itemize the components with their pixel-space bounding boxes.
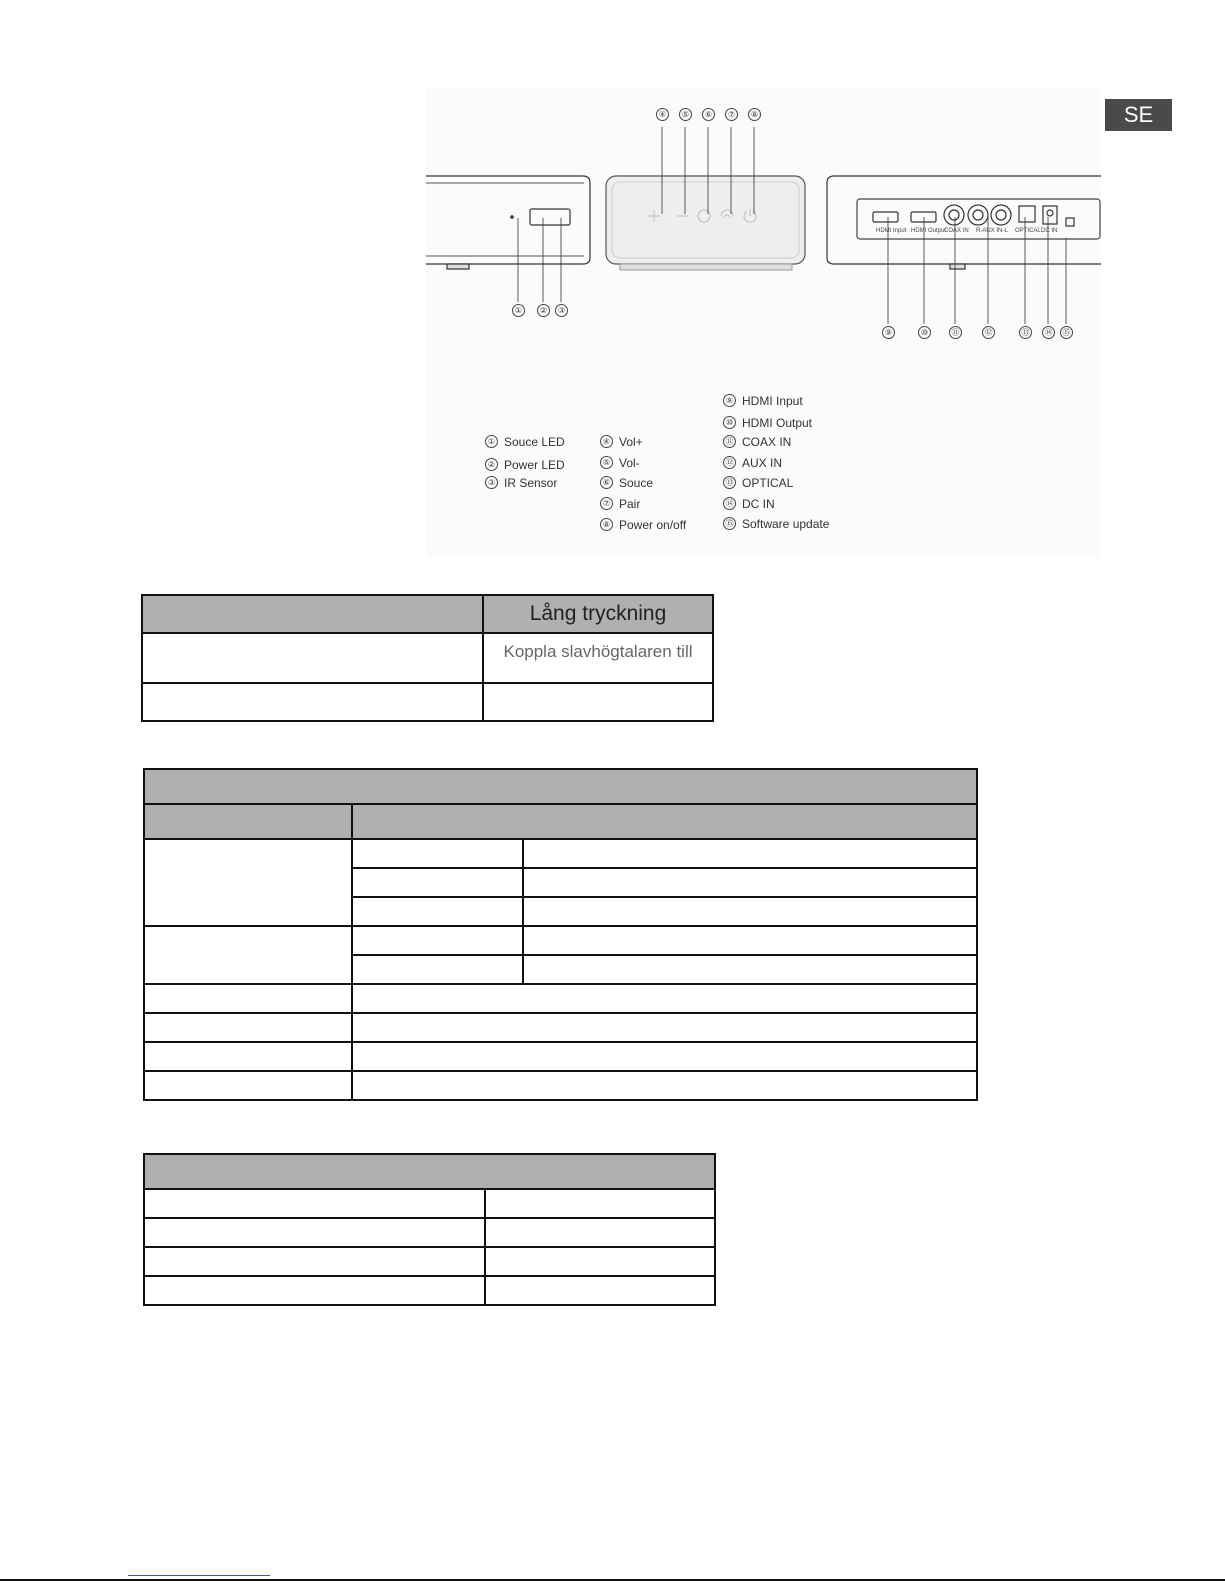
legend-num: ① (485, 435, 498, 448)
table-row (142, 633, 713, 683)
callout-1: ① (512, 304, 525, 317)
callout-10: ⑩ (918, 326, 931, 339)
table-header-cell: Lång tryckning (483, 595, 713, 633)
table-cell (352, 868, 523, 897)
callout-7: ⑦ (725, 108, 738, 121)
table-row (144, 1013, 977, 1042)
table-row (144, 1154, 715, 1189)
table-cell (142, 683, 483, 721)
table-row (144, 984, 977, 1013)
table-cell (352, 1042, 977, 1071)
legend-label: Souce LED (504, 434, 565, 449)
table-cell (144, 1189, 485, 1218)
legend-num: ⑩ (723, 416, 736, 429)
table-header-cell (144, 769, 977, 804)
table-row (144, 769, 977, 804)
table-row (144, 1042, 977, 1071)
legend-num: ⑦ (600, 497, 613, 510)
button-function-table (141, 594, 714, 722)
table-cell (144, 839, 352, 926)
legend-item (485, 474, 557, 490)
table-row (144, 1189, 715, 1218)
legend-num: ⑫ (723, 456, 736, 469)
callout-5: ⑤ (679, 108, 692, 121)
table-cell (523, 897, 977, 926)
legend-label: AUX IN (742, 455, 783, 470)
callout-9: ⑨ (882, 326, 895, 339)
language-badge: SE (1105, 99, 1172, 131)
legend-label: HDMI Input (742, 393, 803, 408)
table-cell (144, 984, 352, 1013)
legend-label: Vol+ (619, 434, 643, 449)
table-cell (142, 633, 483, 683)
product-diagram (0, 0, 1225, 560)
legend-num: ⑭ (723, 497, 736, 510)
table-header-cell (352, 804, 977, 839)
svg-text:HDMI Input: HDMI Input (876, 228, 907, 234)
table-cell (352, 926, 523, 955)
top-view (606, 176, 805, 270)
table-cell (485, 1218, 715, 1247)
callout-12: ⑫ (982, 326, 995, 339)
table-cell: Koppla slavhögtalaren till (483, 633, 713, 683)
table-header-cell (142, 595, 483, 633)
legend-item (600, 495, 640, 511)
table-cell (483, 683, 713, 721)
table-header-cell (144, 804, 352, 839)
table-cell (485, 1276, 715, 1305)
table-cell (523, 926, 977, 955)
legend-item (600, 516, 686, 532)
table-cell (144, 1247, 485, 1276)
legend-num: ⑪ (723, 435, 736, 448)
legend-item (723, 392, 803, 408)
table-cell (352, 984, 977, 1013)
legend-num: ④ (600, 435, 613, 448)
legend-item (600, 433, 643, 449)
legend-item (723, 433, 791, 449)
front-view (426, 176, 590, 269)
table-row (144, 1071, 977, 1100)
legend-label: DC IN (742, 496, 775, 511)
table-row (144, 804, 977, 839)
legend-num: ⑤ (600, 456, 613, 469)
legend-num: ② (485, 458, 498, 471)
svg-text:R-AUX IN-L: R-AUX IN-L (976, 228, 1008, 234)
footer-link-underline[interactable] (128, 1575, 270, 1576)
callout-13: ⑬ (1019, 326, 1032, 339)
legend-label: Software update (742, 516, 830, 531)
legend-item (723, 414, 812, 430)
legend-item (723, 515, 829, 531)
table-cell (523, 955, 977, 984)
table-row (142, 595, 713, 633)
table-row (142, 683, 713, 721)
svg-text:OPTICAL: OPTICAL (1015, 228, 1041, 234)
table-cell (352, 955, 523, 984)
legend-item (723, 474, 793, 490)
table-cell (485, 1189, 715, 1218)
legend-label: OPTICAL (742, 475, 794, 490)
specification-table (143, 768, 978, 1101)
svg-text:COAX IN: COAX IN (944, 228, 969, 234)
legend-item (485, 433, 565, 449)
callout-2: ② (537, 304, 550, 317)
callout-15: ⑮ (1060, 326, 1073, 339)
legend-item (600, 454, 640, 470)
legend-num: ⑧ (600, 518, 613, 531)
callout-11: ⑪ (949, 326, 962, 339)
legend-item (485, 456, 565, 472)
table-cell (144, 1013, 352, 1042)
legend-num: ⑥ (600, 476, 613, 489)
table-row (144, 1247, 715, 1276)
legend-label: Pair (619, 496, 641, 511)
legend-num: ⑨ (723, 394, 736, 407)
table-row (144, 1276, 715, 1305)
table-cell (144, 1276, 485, 1305)
footer-divider (0, 1579, 1225, 1581)
legend-label: Power on/off (619, 517, 687, 532)
table-row (144, 926, 977, 955)
table-cell (523, 839, 977, 868)
legend-item (723, 454, 782, 470)
table-cell (352, 1013, 977, 1042)
table-cell (352, 839, 523, 868)
legend-item (723, 495, 775, 511)
legend-label: Vol- (619, 455, 640, 470)
table-cell (523, 868, 977, 897)
legend-label: Souce (619, 475, 654, 490)
table-row (144, 839, 977, 868)
table-header-cell (144, 1154, 715, 1189)
legend-item (600, 474, 653, 490)
legend-label: IR Sensor (504, 475, 558, 490)
legend-num: ③ (485, 476, 498, 489)
callout-8: ⑧ (748, 108, 761, 121)
svg-text:DC IN: DC IN (1041, 228, 1058, 234)
callout-4: ④ (656, 108, 669, 121)
callout-14: ⑭ (1042, 326, 1055, 339)
accessories-table (143, 1153, 716, 1306)
table-cell (352, 1071, 977, 1100)
table-cell (352, 897, 523, 926)
callout-6: ⑥ (702, 108, 715, 121)
legend-label: COAX IN (742, 434, 792, 449)
table-cell (144, 1218, 485, 1247)
legend-num: ⑮ (723, 517, 736, 530)
table-cell (144, 1071, 352, 1100)
table-cell (144, 926, 352, 984)
legend-label: HDMI Output (742, 415, 813, 430)
svg-text:HDMI Output: HDMI Output (911, 228, 947, 234)
table-cell (144, 1042, 352, 1071)
callout-3: ③ (555, 304, 568, 317)
legend-label: Power LED (504, 457, 565, 472)
table-row (144, 1218, 715, 1247)
rear-view (827, 176, 1101, 269)
table-cell (485, 1247, 715, 1276)
legend-num: ⑬ (723, 476, 736, 489)
rear-port-labels (876, 228, 1057, 234)
